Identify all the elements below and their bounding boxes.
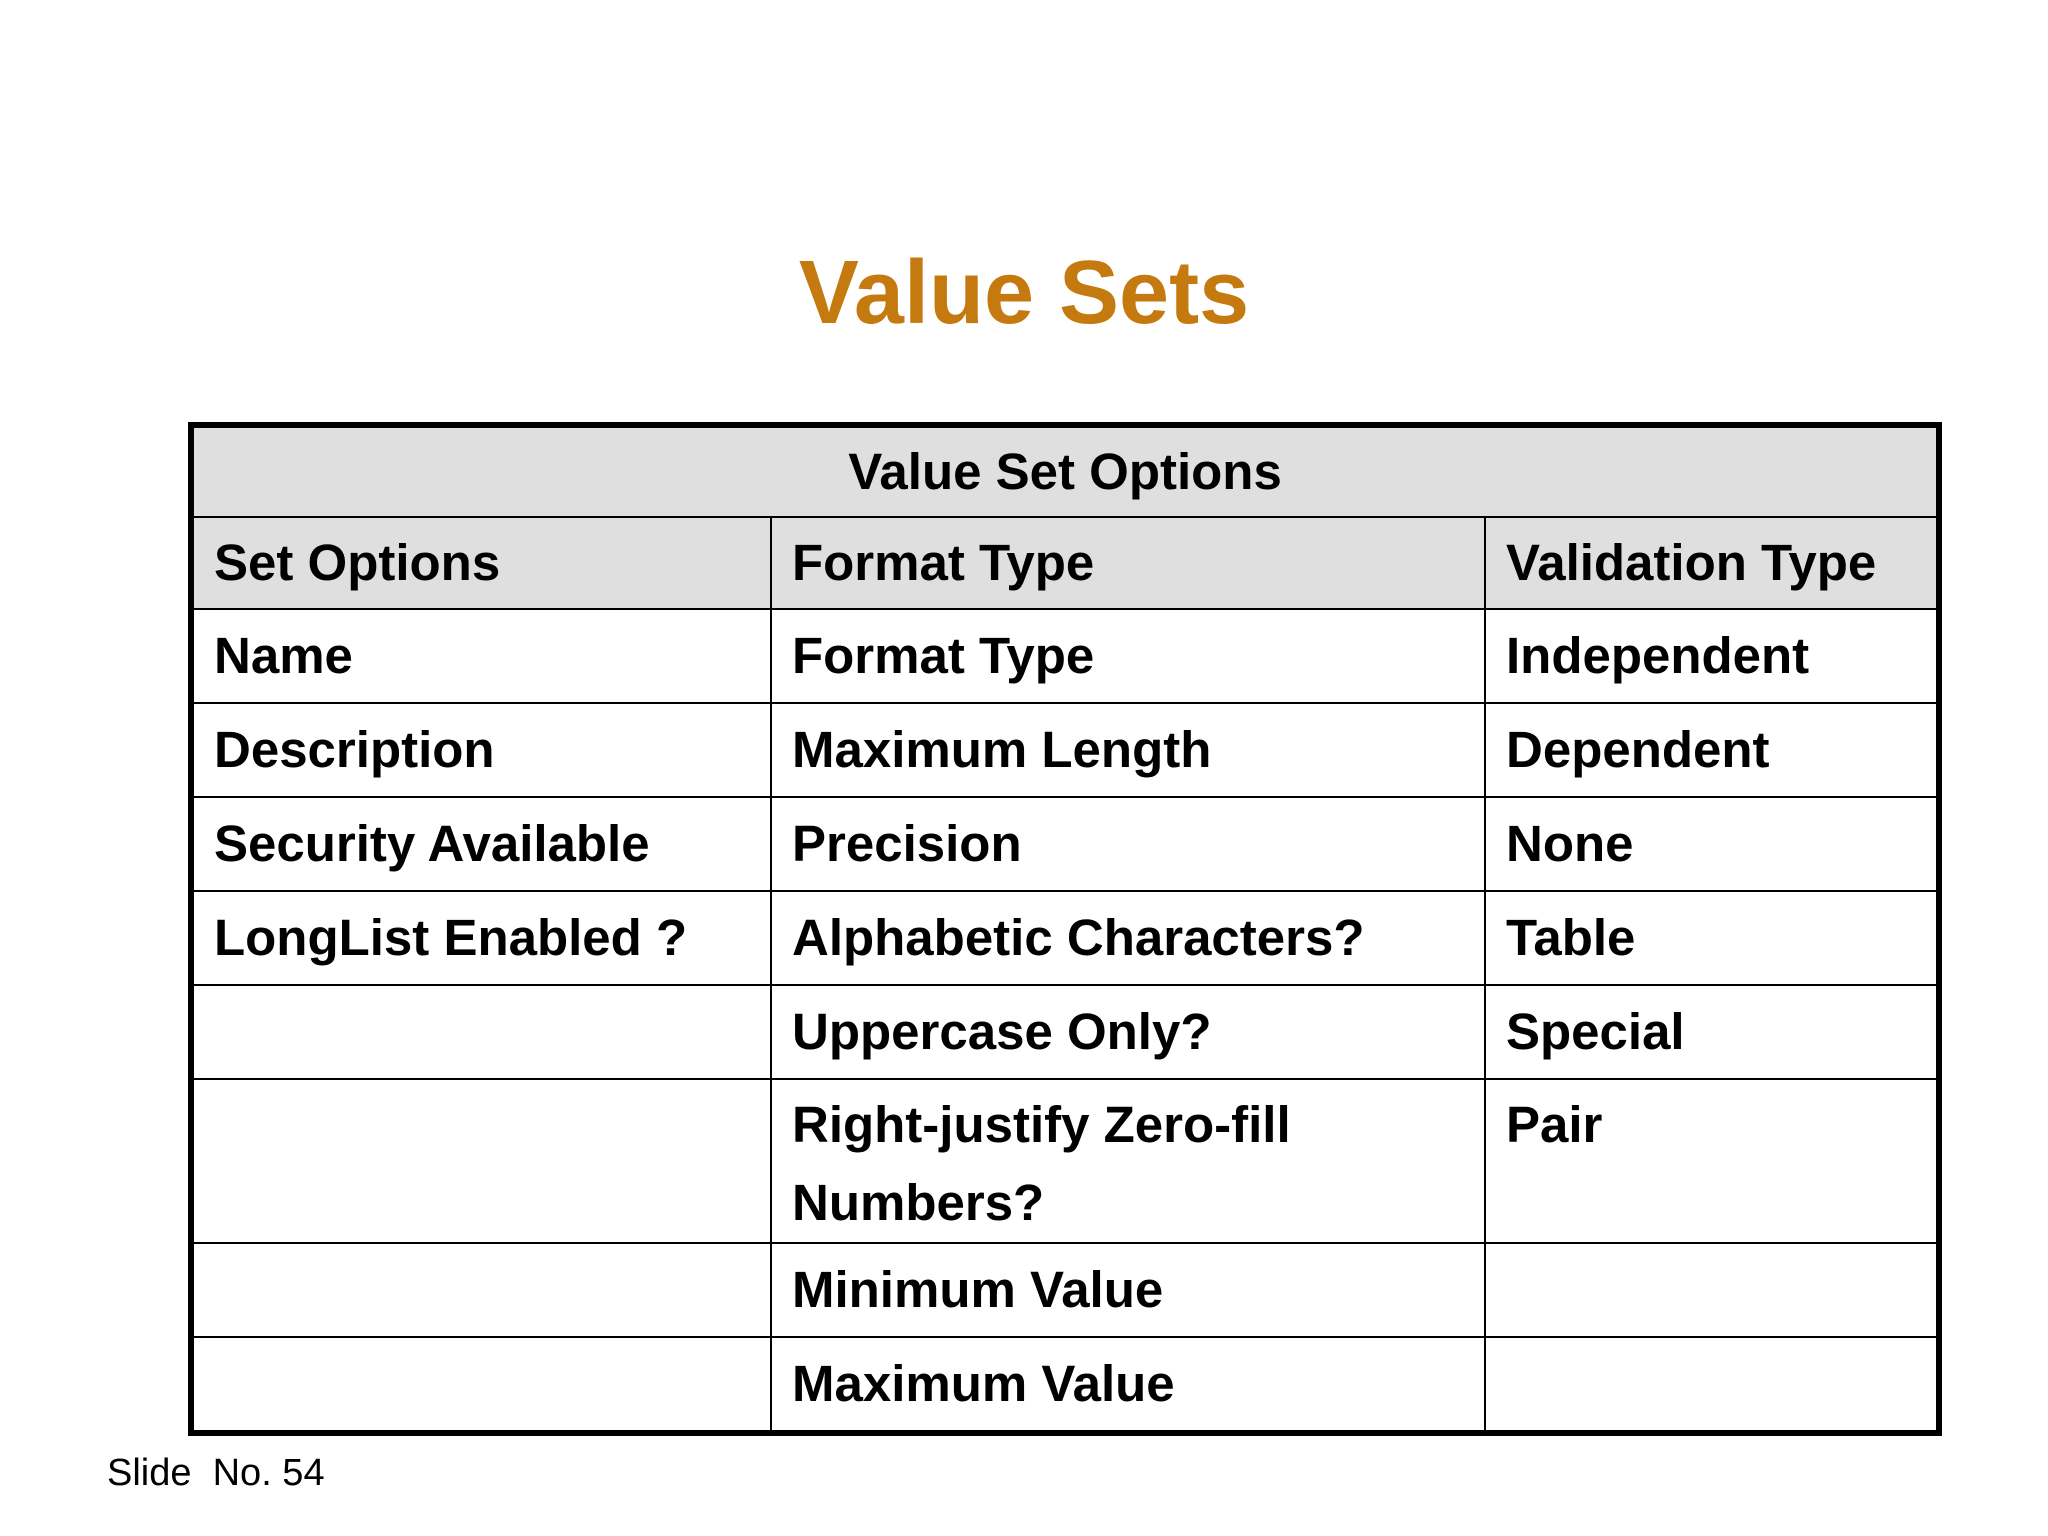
table-cell	[1485, 1243, 1939, 1337]
slide-number: Slide No. 54	[107, 1452, 325, 1494]
table-row	[191, 609, 1939, 703]
table-row	[191, 1243, 1939, 1337]
table-cell: LongList Enabled ?	[191, 891, 771, 985]
table-cell: Special	[1485, 985, 1939, 1079]
table-cell: Table	[1485, 891, 1939, 985]
table-cell: Minimum Value	[771, 1243, 1485, 1337]
table-cell: Alphabetic Characters?	[771, 891, 1485, 985]
table-cell: Uppercase Only?	[771, 985, 1485, 1079]
table-cell	[191, 1243, 771, 1337]
table-cell	[771, 1079, 1485, 1243]
table-cell-text: Pair	[1506, 1096, 1603, 1153]
table-cell	[1485, 1337, 1939, 1433]
table-row	[191, 891, 1939, 985]
table-cell	[191, 1337, 771, 1433]
table-row	[191, 1079, 1939, 1243]
table-cell: Description	[191, 703, 771, 797]
table-cell-text	[214, 1080, 750, 1086]
table-cell: Format Type	[771, 609, 1485, 703]
table-caption-row	[191, 425, 1939, 517]
table-cell	[1485, 1079, 1939, 1243]
table-cell: Maximum Value	[771, 1337, 1485, 1433]
column-header-set-options: Set Options	[191, 517, 771, 609]
table-cell: Independent	[1485, 609, 1939, 703]
table-header-row	[191, 517, 1939, 609]
table-cell: Precision	[771, 797, 1485, 891]
table-row	[191, 985, 1939, 1079]
table-row	[191, 1337, 1939, 1433]
column-header-validation-type: Validation Type	[1485, 517, 1939, 609]
table-cell: Maximum Length	[771, 703, 1485, 797]
table-row	[191, 797, 1939, 891]
table-caption: Value Set Options	[191, 425, 1939, 517]
slide-title: Value Sets	[798, 243, 1250, 343]
table-cell-text: Right-justify Zero-fill Numbers?	[792, 1096, 1291, 1231]
column-header-format-type: Format Type	[771, 517, 1485, 609]
value-set-options-table	[188, 422, 1942, 1436]
table-cell: None	[1485, 797, 1939, 891]
table-cell: Security Available	[191, 797, 771, 891]
table-cell: Name	[191, 609, 771, 703]
table-cell	[191, 1079, 771, 1243]
table-row	[191, 703, 1939, 797]
table-cell: Dependent	[1485, 703, 1939, 797]
table-cell	[191, 985, 771, 1079]
